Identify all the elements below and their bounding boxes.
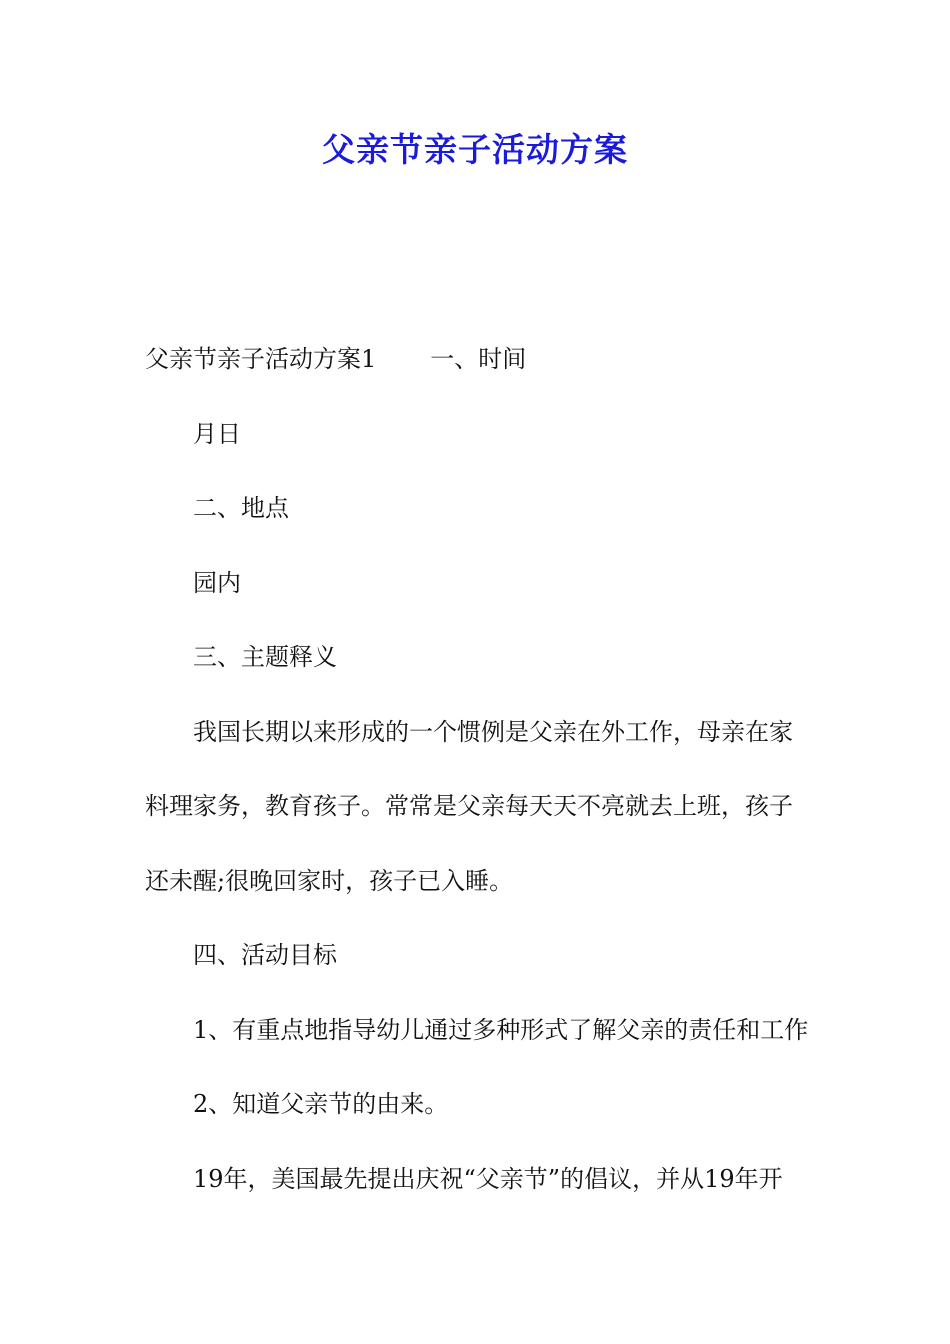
time-value: 月日 xyxy=(193,420,241,448)
paragraph-line: 19年，美国最先提出庆祝“父亲节”的倡议，并从19年开 xyxy=(193,1165,783,1193)
paragraph-line: 料理家务，教育孩子。常常是父亲每天天不亮就去上班，孩子 xyxy=(145,792,793,820)
paragraph-line: 我国长期以来形成的一个惯例是父亲在外工作，母亲在家 xyxy=(193,718,793,746)
document-title: 父亲节亲子活动方案 xyxy=(322,130,628,169)
section-location-heading: 二、地点 xyxy=(193,494,289,522)
goal-item: 1、有重点地指导幼儿通过多种形式了解父亲的责任和工作 xyxy=(193,1016,809,1044)
goal-item: 2、知道父亲节的由来。 xyxy=(193,1090,449,1118)
location-value: 园内 xyxy=(193,569,241,597)
section-time-heading: 一、时间 xyxy=(430,345,527,373)
section-theme-heading: 三、主题释义 xyxy=(193,643,337,671)
plan-heading-row xyxy=(145,342,526,376)
plan-name: 父亲节亲子活动方案1 xyxy=(145,345,377,373)
section-goals-heading: 四、活动目标 xyxy=(193,941,337,969)
paragraph-line: 还未醒;很晚回家时，孩子已入睡。 xyxy=(145,867,514,895)
